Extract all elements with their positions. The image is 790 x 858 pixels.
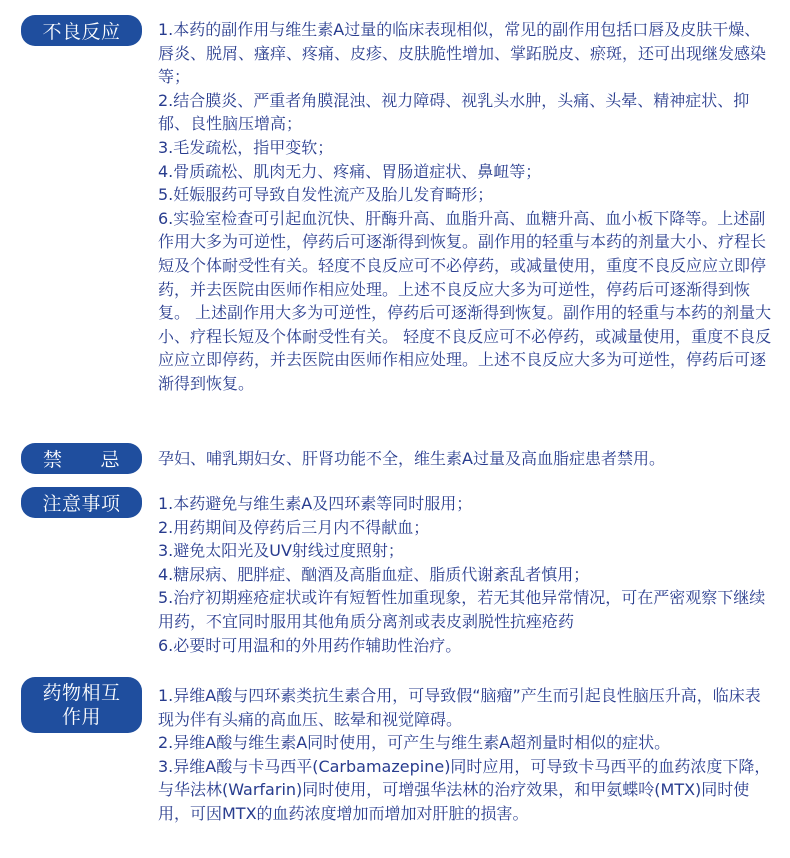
adverse-line-2: 2.结合膜炎、严重者角膜混浊、视力障碍、视乳头水肿，头痛、头晕、精神症状、抑郁、良性脑压增高；	[158, 90, 750, 134]
precautions-line-2: 2.用药期间及停药后三月内不得献血；	[158, 517, 430, 537]
label-adverse-reactions-text: 不良反应	[42, 21, 121, 43]
precautions-line-1: 1.本药避免与维生素A及四环素等同时服用；	[158, 494, 473, 513]
interactions-line-1: 1.异维A酸与四环素类抗生素合用，可导致假“脑瘤”产生而引起良性脑压升高，临床表现为伴有头痛的高血压、眩晕和视觉障碍。	[158, 686, 761, 729]
label-precautions	[21, 487, 142, 518]
label-drug-interactions-line-2: 作用	[61, 706, 101, 728]
adverse-line-1: 1.本药的副作用与维生素A过量的临床表现相似，常见的副作用包括口唇及皮肤干燥、唇炎、脱屑、瘙痒、疼痛、皮疹、皮肤脆性增加、掌跖脱皮、瘀斑，还可出现继发感染等；	[158, 20, 767, 87]
adverse-line-5: 5.妊娠服药可导致自发性流产及胎儿发育畸形；	[158, 185, 494, 205]
adverse-line-3: 3.毛发疏松，指甲变软；	[158, 137, 334, 157]
content-contraindications	[158, 447, 776, 471]
adverse-line-6: 6.实验室检查可引起血沉快、肝酶升高、血脂升高、血糖升高、血小板下降等。上述副作用大多为可逆性，停药后可逐渐得到恢复。副作用的轻重与本药的剂量大小、疗程长短及个体耐受性有关。轻度不良反应可不必停药，或减量使用，重度不良反应应立即停药，并去医院由医师作相应处理。上述不良反应大多为可逆性，停药后可逐渐得到恢复。 上述副作用大多为可逆性，停药后可逐渐得到恢复。副作用的轻重与本药的剂量大小、疗程长短及个体耐受性有关。 轻度不良反应可不必停药，或减量使用，重度不良反应应立即停药，并去医院由医师作相应处理。上述不良反应大多为可逆性，停药后可逐渐得到恢复。	[158, 208, 772, 393]
precautions-line-5: 5.治疗初期痤疮症状或许有短暂性加重现象，若无其他异常情况，可在严密观察下继续用药，不宜同时服用其他角质分离剂或表皮剥脱性抗痤疮药	[158, 588, 766, 631]
content-adverse-reactions	[158, 18, 776, 396]
label-adverse-reactions	[21, 15, 142, 46]
precautions-line-6: 6.必要时可用温和的外用药作辅助性治疗。	[158, 635, 462, 655]
interactions-line-2: 2.异维A酸与维生素A同时使用，可产生与维生素A超剂量时相似的症状。	[158, 733, 671, 753]
label-drug-interactions	[21, 677, 142, 733]
precautions-line-3: 3.避免太阳光及UV射线过度照射；	[158, 541, 404, 561]
label-contraindications-char-1: 禁	[43, 449, 63, 471]
contra-line-1: 孕妇、哺乳期妇女、肝肾功能不全，维生素A过量及高血脂症患者禁用。	[158, 449, 665, 468]
label-contraindications	[21, 443, 142, 474]
precautions-line-4: 4.糖尿病、肥胖症、酗酒及高脂血症、脂质代谢紊乱者慎用；	[158, 564, 590, 584]
adverse-line-4: 4.骨质疏松、肌肉无力、疼痛、胃肠道症状、鼻衄等；	[158, 161, 542, 181]
label-contraindications-char-2: 忌	[100, 449, 120, 471]
interactions-line-3: 3.异维A酸与卡马西平(Carbamazepine)同时应用，可导致卡马西平的血药浓度下降，与华法林(Warfarin)同时使用，可增强华法林的治疗效果，和甲氨蝶呤(MTX)同时使用，可因MTX的血药浓度增加而增加对肝脏的损害。	[158, 756, 771, 823]
content-precautions	[158, 492, 776, 657]
label-drug-interactions-line-1: 药物相互	[42, 682, 121, 704]
label-precautions-text: 注意事项	[42, 493, 121, 515]
content-drug-interactions	[158, 684, 776, 826]
